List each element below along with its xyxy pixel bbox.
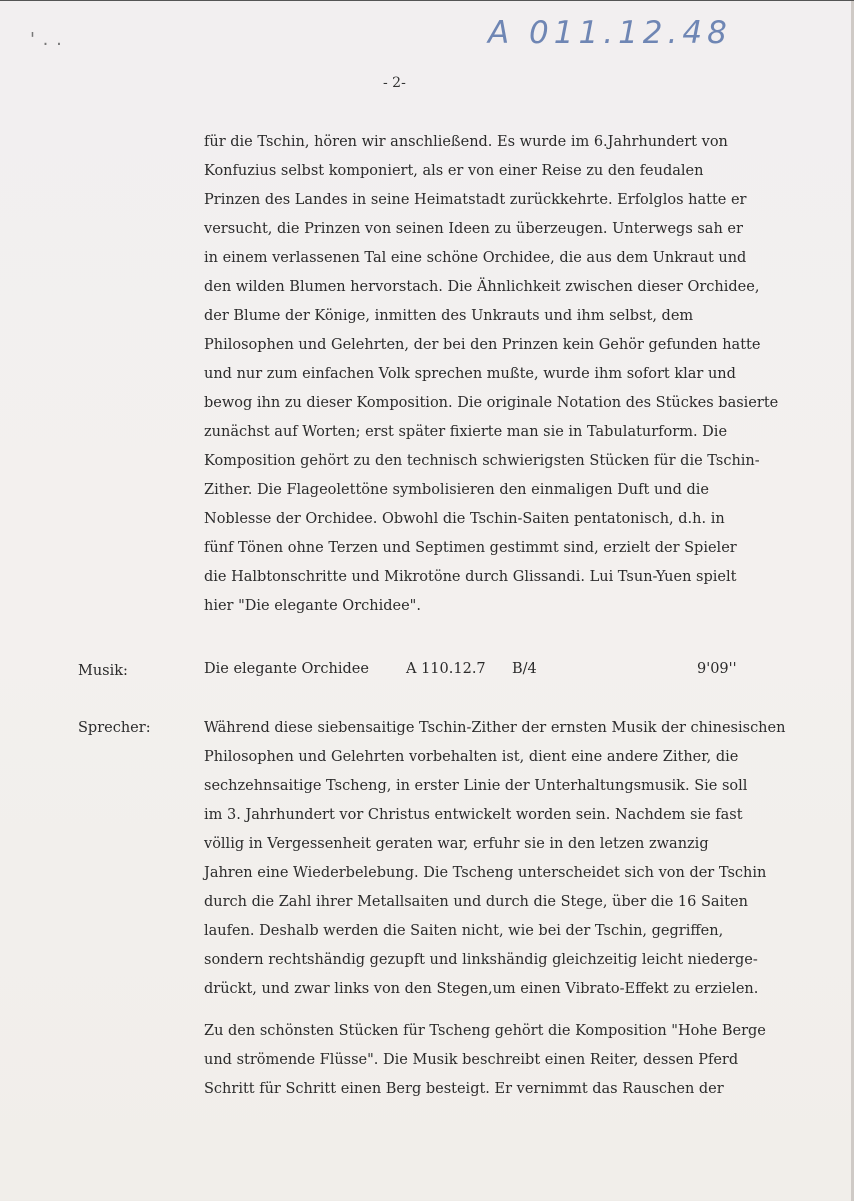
- text-line: Prinzen des Landes in seine Heimatstadt zurückkehrte. Erfolglos hatte er: [204, 192, 747, 208]
- speaker-label: Sprecher:: [78, 720, 151, 736]
- text-line: Jahren eine Wiederbelebung. Die Tscheng unterscheidet sich von der Tschin: [204, 865, 767, 881]
- music-archive-code: A 110.12.7: [406, 661, 486, 677]
- text-line: zunächst auf Worten; erst später fixierte man sie in Tabulaturform. Die: [204, 424, 728, 440]
- text-line: im 3. Jahrhundert vor Christus entwickelt worden sein. Nachdem sie fast: [204, 807, 743, 823]
- text-line: sechzehnsaitige Tscheng, in erster Linie der Unterhaltungsmusik. Sie soll: [204, 778, 748, 794]
- text-line: und strömende Flüsse". Die Musik beschreibt einen Reiter, dessen Pferd: [204, 1052, 739, 1068]
- text-line: Während diese siebensaitige Tschin-Zither der ernsten Musik der chinesischen: [204, 720, 786, 736]
- text-line: Zither. Die Flageolettöne symbolisieren den einmaligen Duft und die: [204, 482, 710, 498]
- text-line: fünf Tönen ohne Terzen und Septimen gestimmt sind, erzielt der Spieler: [204, 540, 737, 556]
- text-line: und nur zum einfachen Volk sprechen mußte, wurde ihm sofort klar und: [204, 366, 736, 382]
- text-line: drückt, und zwar links von den Stegen,um einen Vibrato-Effekt zu erzielen.: [204, 981, 759, 997]
- text-line: in einem verlassenen Tal eine schöne Orchidee, die aus dem Unkraut und: [204, 250, 747, 266]
- music-duration: 9'09'': [697, 661, 737, 677]
- text-line: die Halbtonschritte und Mikrotöne durch Glissandi. Lui Tsun-Yuen spielt: [204, 569, 737, 585]
- text-line: laufen. Deshalb werden die Saiten nicht, wie bei der Tschin, gegriffen,: [204, 923, 724, 939]
- text-line: Zu den schönsten Stücken für Tscheng gehört die Komposition "Hohe Berge: [204, 1023, 766, 1039]
- page-number: - 2-: [383, 75, 406, 91]
- music-title: Die elegante Orchidee: [204, 661, 369, 677]
- handwritten-archive-number: A 011.12.48: [488, 15, 732, 51]
- text-line: bewog ihn zu dieser Komposition. Die originale Notation des Stückes basierte: [204, 395, 779, 411]
- text-line: Schritt für Schritt einen Berg besteigt. Er vernimmt das Rauschen der: [204, 1081, 724, 1097]
- text-line: den wilden Blumen hervorstach. Die Ähnlichkeit zwischen dieser Orchidee,: [204, 279, 760, 295]
- text-line: völlig in Vergessenheit geraten war, erfuhr sie in den letzen zwanzig: [204, 836, 709, 852]
- text-line: Konfuzius selbst komponiert, als er von einer Reise zu den feudalen: [204, 163, 704, 179]
- music-side: B/4: [512, 661, 537, 677]
- music-label: Musik:: [78, 663, 128, 679]
- text-line: Komposition gehört zu den technisch schwierigsten Stücken für die Tschin-: [204, 453, 760, 469]
- text-line: sondern rechtshändig gezupft und linkshändig gleichzeitig leicht niederge-: [204, 952, 758, 968]
- text-line: hier "Die elegante Orchidee".: [204, 598, 421, 614]
- text-line: für die Tschin, hören wir anschließend. Es wurde im 6.Jahrhundert von: [204, 134, 728, 150]
- text-line: Philosophen und Gelehrten vorbehalten ist, dient eine andere Zither, die: [204, 749, 739, 765]
- punch-hole-mark: ' . .: [30, 29, 63, 50]
- text-line: versucht, die Prinzen von seinen Ideen zu überzeugen. Unterwegs sah er: [204, 221, 743, 237]
- text-line: Philosophen und Gelehrten, der bei den Prinzen kein Gehör gefunden hatte: [204, 337, 761, 353]
- text-line: Noblesse der Orchidee. Obwohl die Tschin-Saiten pentatonisch, d.h. in: [204, 511, 725, 527]
- text-line: der Blume der Könige, inmitten des Unkrauts und ihm selbst, dem: [204, 308, 694, 324]
- text-line: durch die Zahl ihrer Metallsaiten und durch die Stege, über die 16 Saiten: [204, 894, 748, 910]
